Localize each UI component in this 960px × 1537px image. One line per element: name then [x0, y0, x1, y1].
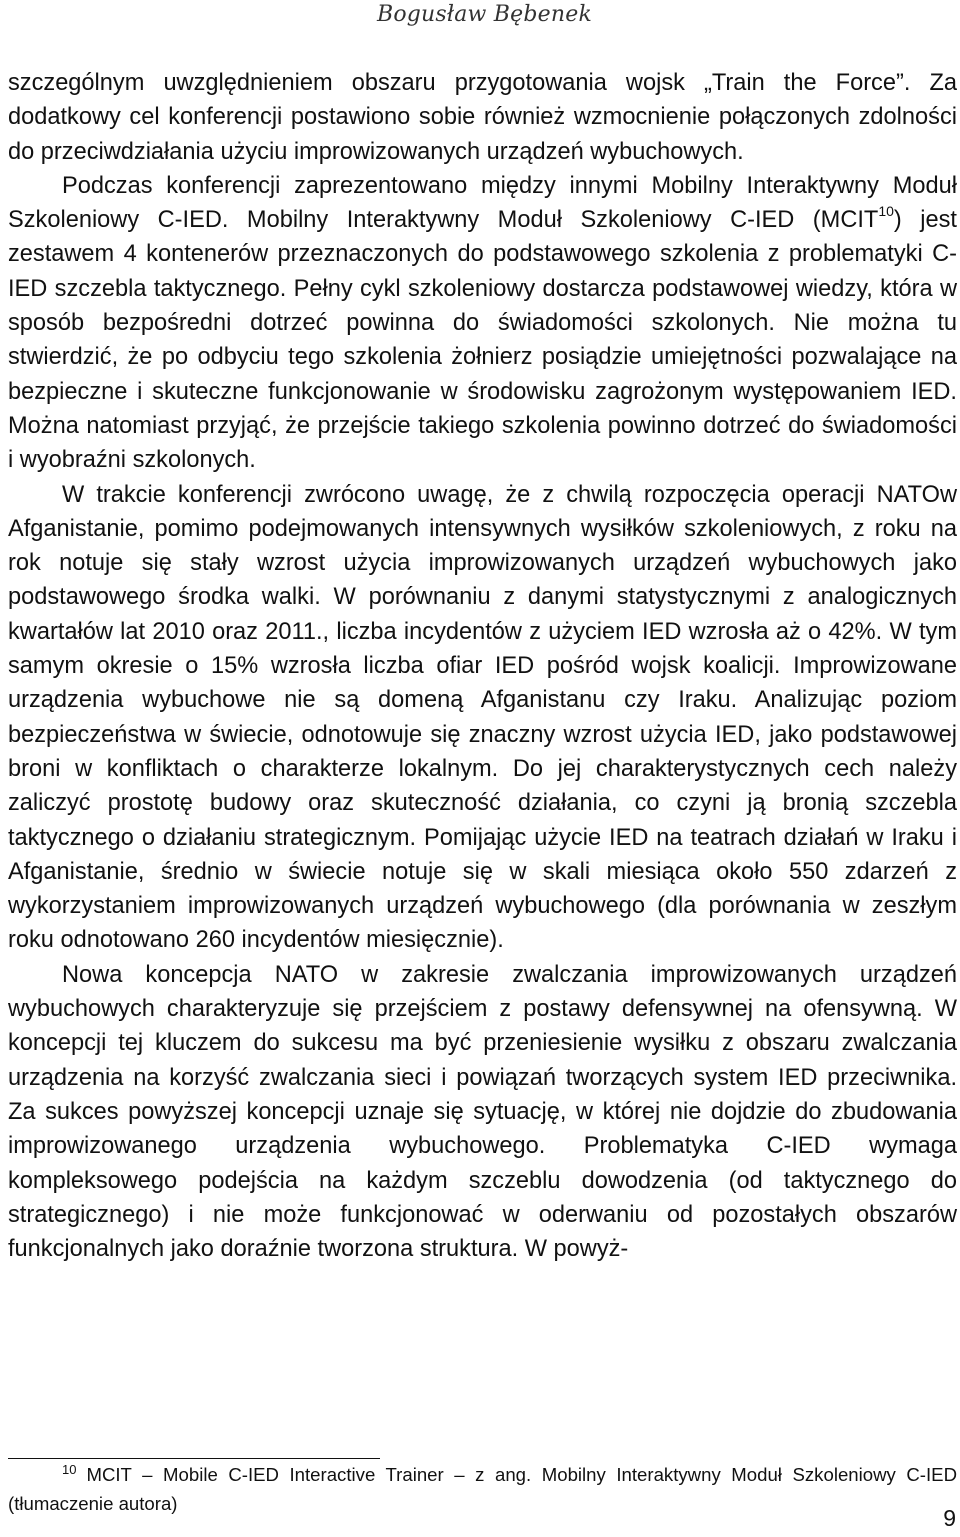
paragraph-2: [8, 169, 957, 478]
footnote-separator: [8, 1458, 380, 1459]
running-header: Bogusław Bębenek: [376, 2, 592, 27]
footnote: [8, 1461, 957, 1517]
paragraph-1: szczególnym uwzględnieniem obszaru przygotowania wojsk „Train the Force”. Za dodatkowy cel konferencji postawiono sobie również wzmocnienie połączonych zdolności do przeciwdziałania użyciu improwizowanych urządzeń wybuchowych.: [8, 70, 957, 165]
footnote-reference[interactable]: 10: [878, 203, 894, 220]
paragraph-2-part-a: Podczas konferencji zaprezentowano między innymi Mobilny Interaktywny Moduł Szkoleniowy C-IED. Mobilny Interaktywny Moduł Szkoleniowy C-IED (MCIT: [8, 172, 957, 234]
body-text: [8, 66, 957, 1266]
footnote-text: MCIT – Mobile C-IED Interactive Trainer – z ang. Mobilny Interaktywny Moduł Szkoleniowy C-IED (tłumaczenie autora): [8, 1464, 957, 1514]
paragraph-4: Nowa koncepcja NATO w zakresie zwalczania improwizowanych urządzeń wybuchowych charakteryzuje się przejściem z postawy defensywnej na ofensywną. W koncepcji tej kluczem do sukcesu ma być przeniesienie wysiłku z obszaru zwalczania urządzenia na korzyść zwalczania sieci i powiązań tworzących system IED przeciwnika. Za sukces powyższej koncepcji uznaje się sytuację, w której nie dojdzie do zbudowania improwizowanego urządzenia wybuchowego. Problematyka C-IED wymaga kompleksowego podejścia na każdym szczeblu dowodzenia (od taktycznego do strategicznego) i nie może funkcjonować w oderwaniu od pozostałych obszarów funkcjonalnych jako doraźnie tworzona struktura. W powyż-: [8, 961, 957, 1263]
page-number: 9: [943, 1505, 956, 1531]
paragraph-2-part-b: ) jest zestawem 4 kontenerów przeznaczonych do podstawowego szkolenia z problematyki C-IED szczebla taktycznego. Pełny cykl szkoleniowy dostarcza podstawowej wiedzy, która w sposób bezpośredni dotrzeć powinna do świadomości szkolonych. Nie można tu stwierdzić, że po odbyciu tego szkolenia żołnierz posiądzie umiejętności pozwalające na bezpieczne i skuteczne funkcjonowanie w środowisku zagrożonym występowaniem IED. Można natomiast przyjąć, że przejście takiego szkolenia powinno dotrzeć do świadomości i wyobraźni szkolonych.: [8, 207, 957, 474]
paragraph-3: W trakcie konferencji zwrócono uwagę, że z chwilą rozpoczęcia operacji NATOw Afganistanie, pomimo podejmowanych intensywnych wysiłków szkoleniowych, z roku na rok notuje się stały wzrost użycia improwizowanych urządzeń wybuchowych jako podstawowego środka walki. W porównaniu z danymi statystycznymi z analogicznych kwartałów lat 2010 oraz 2011., liczba incydentów z użyciem IED wzrosła aż o 42%. W tym samym okresie o 15% wzrosła liczba ofiar IED pośród wojsk koalicji. Improwizowane urządzenia wybuchowe nie są domeną Afganistanu czy Iraku. Analizując poziom bezpieczeństwa w świecie, odnotowuje się znaczny wzrost użycia IED, jako podstawowej broni w konfliktach o charakterze lokalnym. Do jej charakterystycznych cech należy zaliczyć prostotę budowy oraz skuteczność działania, co czyni ją bronią szczebla taktycznego o działaniu strategicznym. Pomijając użycie IED na teatrach działań w Iraku i Afganistanie, średnio w świecie notuje się w skali miesiąca około 550 zdarzeń z wykorzystaniem improwizowanych urządzeń wybuchowego (dla porównania w zeszłym roku odnotowano 260 incydentów miesięcznie).: [8, 481, 957, 954]
footnote-number: 10: [62, 1462, 77, 1477]
